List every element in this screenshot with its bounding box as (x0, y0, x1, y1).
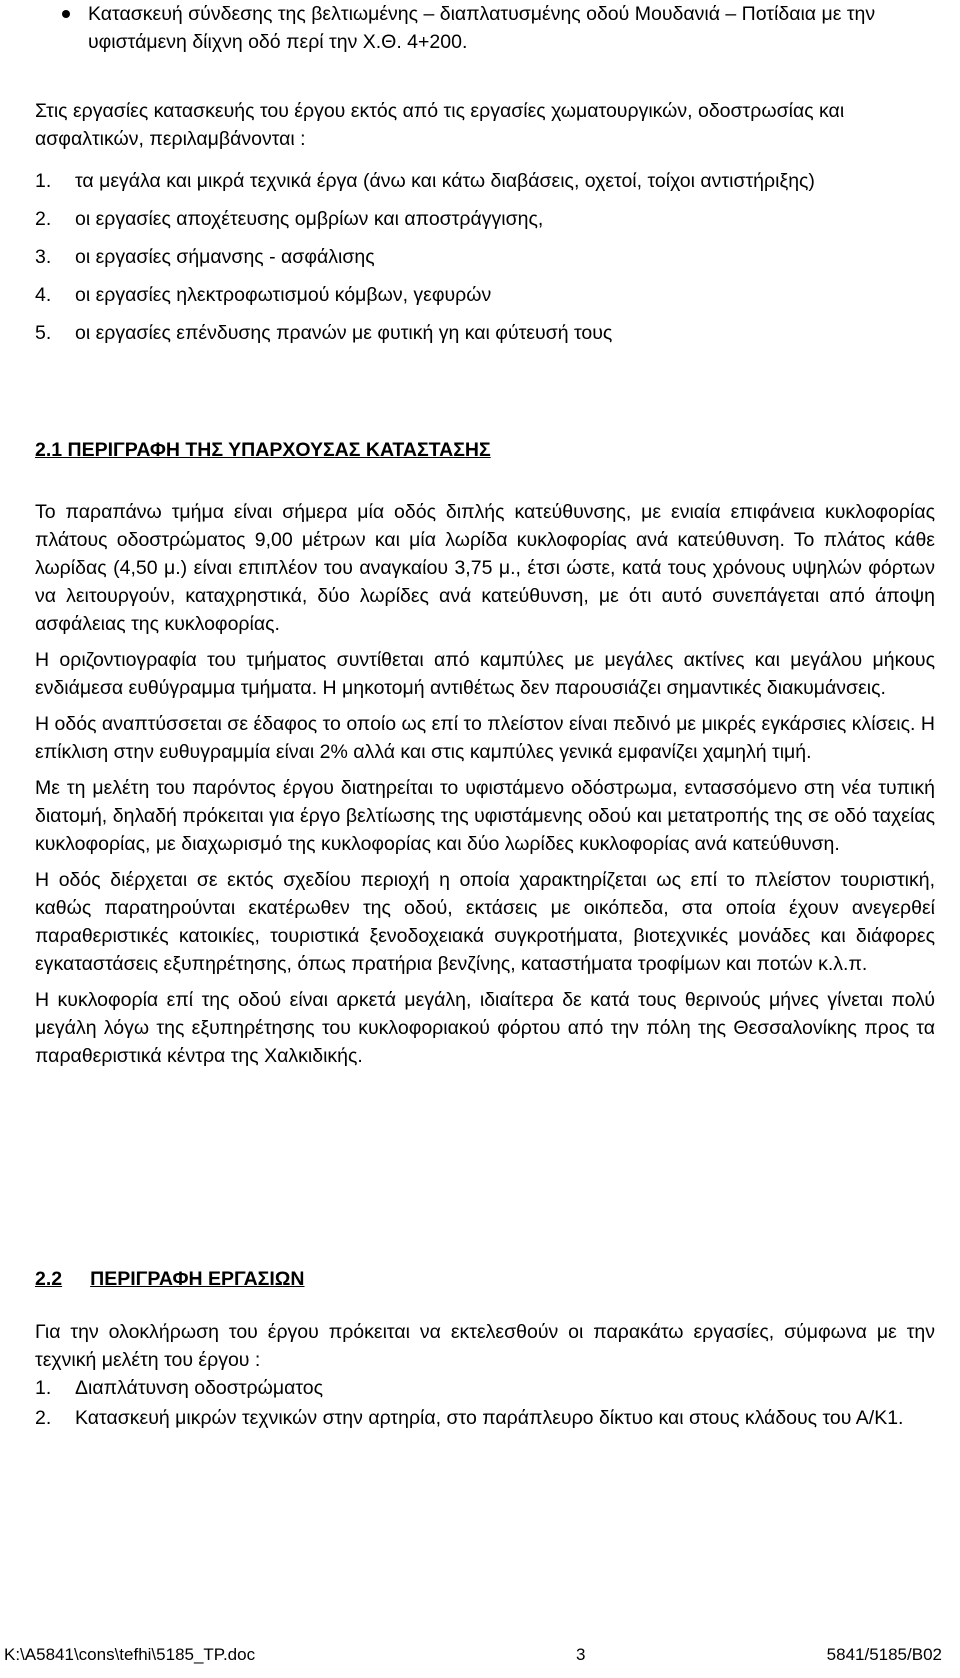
list-item: 3. οι εργασίες σήμανσης - ασφάλισης (35, 246, 375, 268)
footer-file-path: K:\A5841\cons\tefhi\5185_TP.doc (4, 1645, 256, 1664)
list-item: 2. Κατασκευή μικρών τεχνικών στην αρτηρία, στο παράπλευρο δίκτυο και στους κλάδους του Α/Κ1. (35, 1407, 904, 1429)
bullet-icon (62, 10, 70, 18)
list-item: 4. οι εργασίες ηλεκτροφωτισμού κόμβων, γεφυρών (35, 284, 492, 306)
works-intro: Στις εργασίες κατασκευής του έργου εκτός από τις εργασίες χωματουργικών, οδοστρωσίας και ασφαλτικών, περιλαμβάνονται : (35, 100, 845, 150)
section-2-2-heading (35, 1265, 305, 1293)
intro-bullet-text: Κατασκευή σύνδεσης της βελτιωμένης – διαπλατυσμένης οδού Μουδανιά – Ποτίδαια με την υφιστάμενη δίιχνη οδό περί την Χ.Θ. 4+200. (88, 3, 876, 53)
works-list (35, 167, 935, 347)
footer-page-number: 3 (576, 1645, 586, 1664)
section-2-2-intro: Για την ολοκλήρωση του έργου πρόκειται να εκτελεσθούν οι παρακάτω εργασίες, σύμφωνα με την τεχνική μελέτη του έργου : (35, 1321, 935, 1371)
list-item: 2. οι εργασίες αποχέτευσης ομβρίων και αποστράγγισης, (35, 208, 544, 230)
paragraph: Η οδός αναπτύσσεται σε έδαφος το οποίο ως επί το πλείστον είναι πεδινό με μικρές εγκάρσιες κλίσεις. Η επίκλιση στην ευθυγραμμία είναι 2% αλλά και στις καμπύλες γενικά εμφανίζει χαμηλή τιμή. (35, 713, 935, 763)
paragraph: Η κυκλοφορία επί της οδού είναι αρκετά μεγάλη, ιδιαίτερα δε κατά τους θερινούς μήνες γίνεται πολύ μεγάλη λόγω της εξυπηρέτησης του κυκλοφοριακού φόρτου από την πόλη της Θεσσαλονίκης προς τα παραθεριστικά κέντρα της Χαλκιδικής. (35, 989, 935, 1067)
list-item: 5. οι εργασίες επένδυσης πρανών με φυτική γη και φύτευσή τους (35, 322, 613, 344)
paragraph: Η οριζοντιογραφία του τμήματος συντίθεται από καμπύλες με μεγάλες ακτίνες και μεγάλου μήκους ενδιάμεσα ευθύγραμμα τμήματα. Η μηκοτομή αντιθέτως δεν παρουσιάζει σημαντικές διακυμάνσεις. (35, 649, 935, 699)
section-2-2-number: 2.2 (35, 1268, 63, 1290)
paragraph: Με τη μελέτη του παρόντος έργου διατηρείται το υφιστάμενο οδόστρωμα, εντασσόμενο στη νέα τυπική διατομή, δηλαδή πρόκειται για έργο βελτίωσης της υφιστάμενης οδού και μετατροπής της σε οδό ταχείας κυκλοφορίας, με διαχωρισμό της κυκλοφορίας και δύο λωρίδες κυκλοφορίας ανά κατεύθυνση. (35, 777, 935, 855)
intro-bullet-item (88, 0, 948, 56)
section-2-2-list (35, 1374, 935, 1432)
paragraph: Η οδός διέρχεται σε εκτός σχεδίου περιοχή η οποία χαρακτηρίζεται ως επί το πλείστον τουριστική, καθώς παρατηρούνται εκατέρωθεν της οδού, εκτάσεις με οικόπεδα, στα οποία έχουν ανεγερθεί παραθεριστικές κατοικίες, τουριστικά ξενοδοχειακά συγκροτήματα, βιοτεχνικές μονάδες και διάφορες εγκαταστάσεις εξυπηρέτησης, όπως πρατήρια βενζίνης, καταστήματα τροφίμων και ποτών κ.λ.π. (35, 869, 935, 975)
paragraph: Το παραπάνω τμήμα είναι σήμερα μία οδός διπλής κατεύθυνσης, με ενιαία επιφάνεια κυκλοφορίας πλάτους οδοστρώματος 9,00 μέτρων και μία λωρίδα κυκλοφορίας ανά κατεύθυνση. Το πλάτος κάθε λωρίδας (4,50 μ.) είναι επιπλέον του αναγκαίου 3,75 μ., έτσι ώστε, κατά τους χρόνους υψηλών φόρτων να λειτουργούν, καταχρηστικά, δύο λωρίδες ανά κατεύθυνση, με ότι αυτό συνεπάγεται από άποψη ασφάλειας της κυκλοφορίας. (35, 501, 935, 635)
section-2-1-heading: 2.1 ΠΕΡΙΓΡΑΦΗ ΤΗΣ ΥΠΑΡΧΟΥΣΑΣ ΚΑΤΑΣΤΑΣΗΣ (35, 439, 491, 461)
page-footer (0, 1641, 960, 1669)
section-2-2-body (35, 1318, 935, 1374)
list-item: 1. τα μεγάλα και μικρά τεχνικά έργα (άνω και κάτω διαβάσεις, οχετοί, τοίχοι αντιστήριξης) (35, 170, 815, 192)
section-2-2-title: ΠΕΡΙΓΡΑΦΗ ΕΡΓΑΣΙΩΝ (90, 1268, 305, 1290)
section-2-1-body (35, 498, 935, 1070)
footer-reference: 5841/5185/B02 (826, 1645, 942, 1664)
list-item: 1. Διαπλάτυνση οδοστρώματος (35, 1377, 324, 1399)
